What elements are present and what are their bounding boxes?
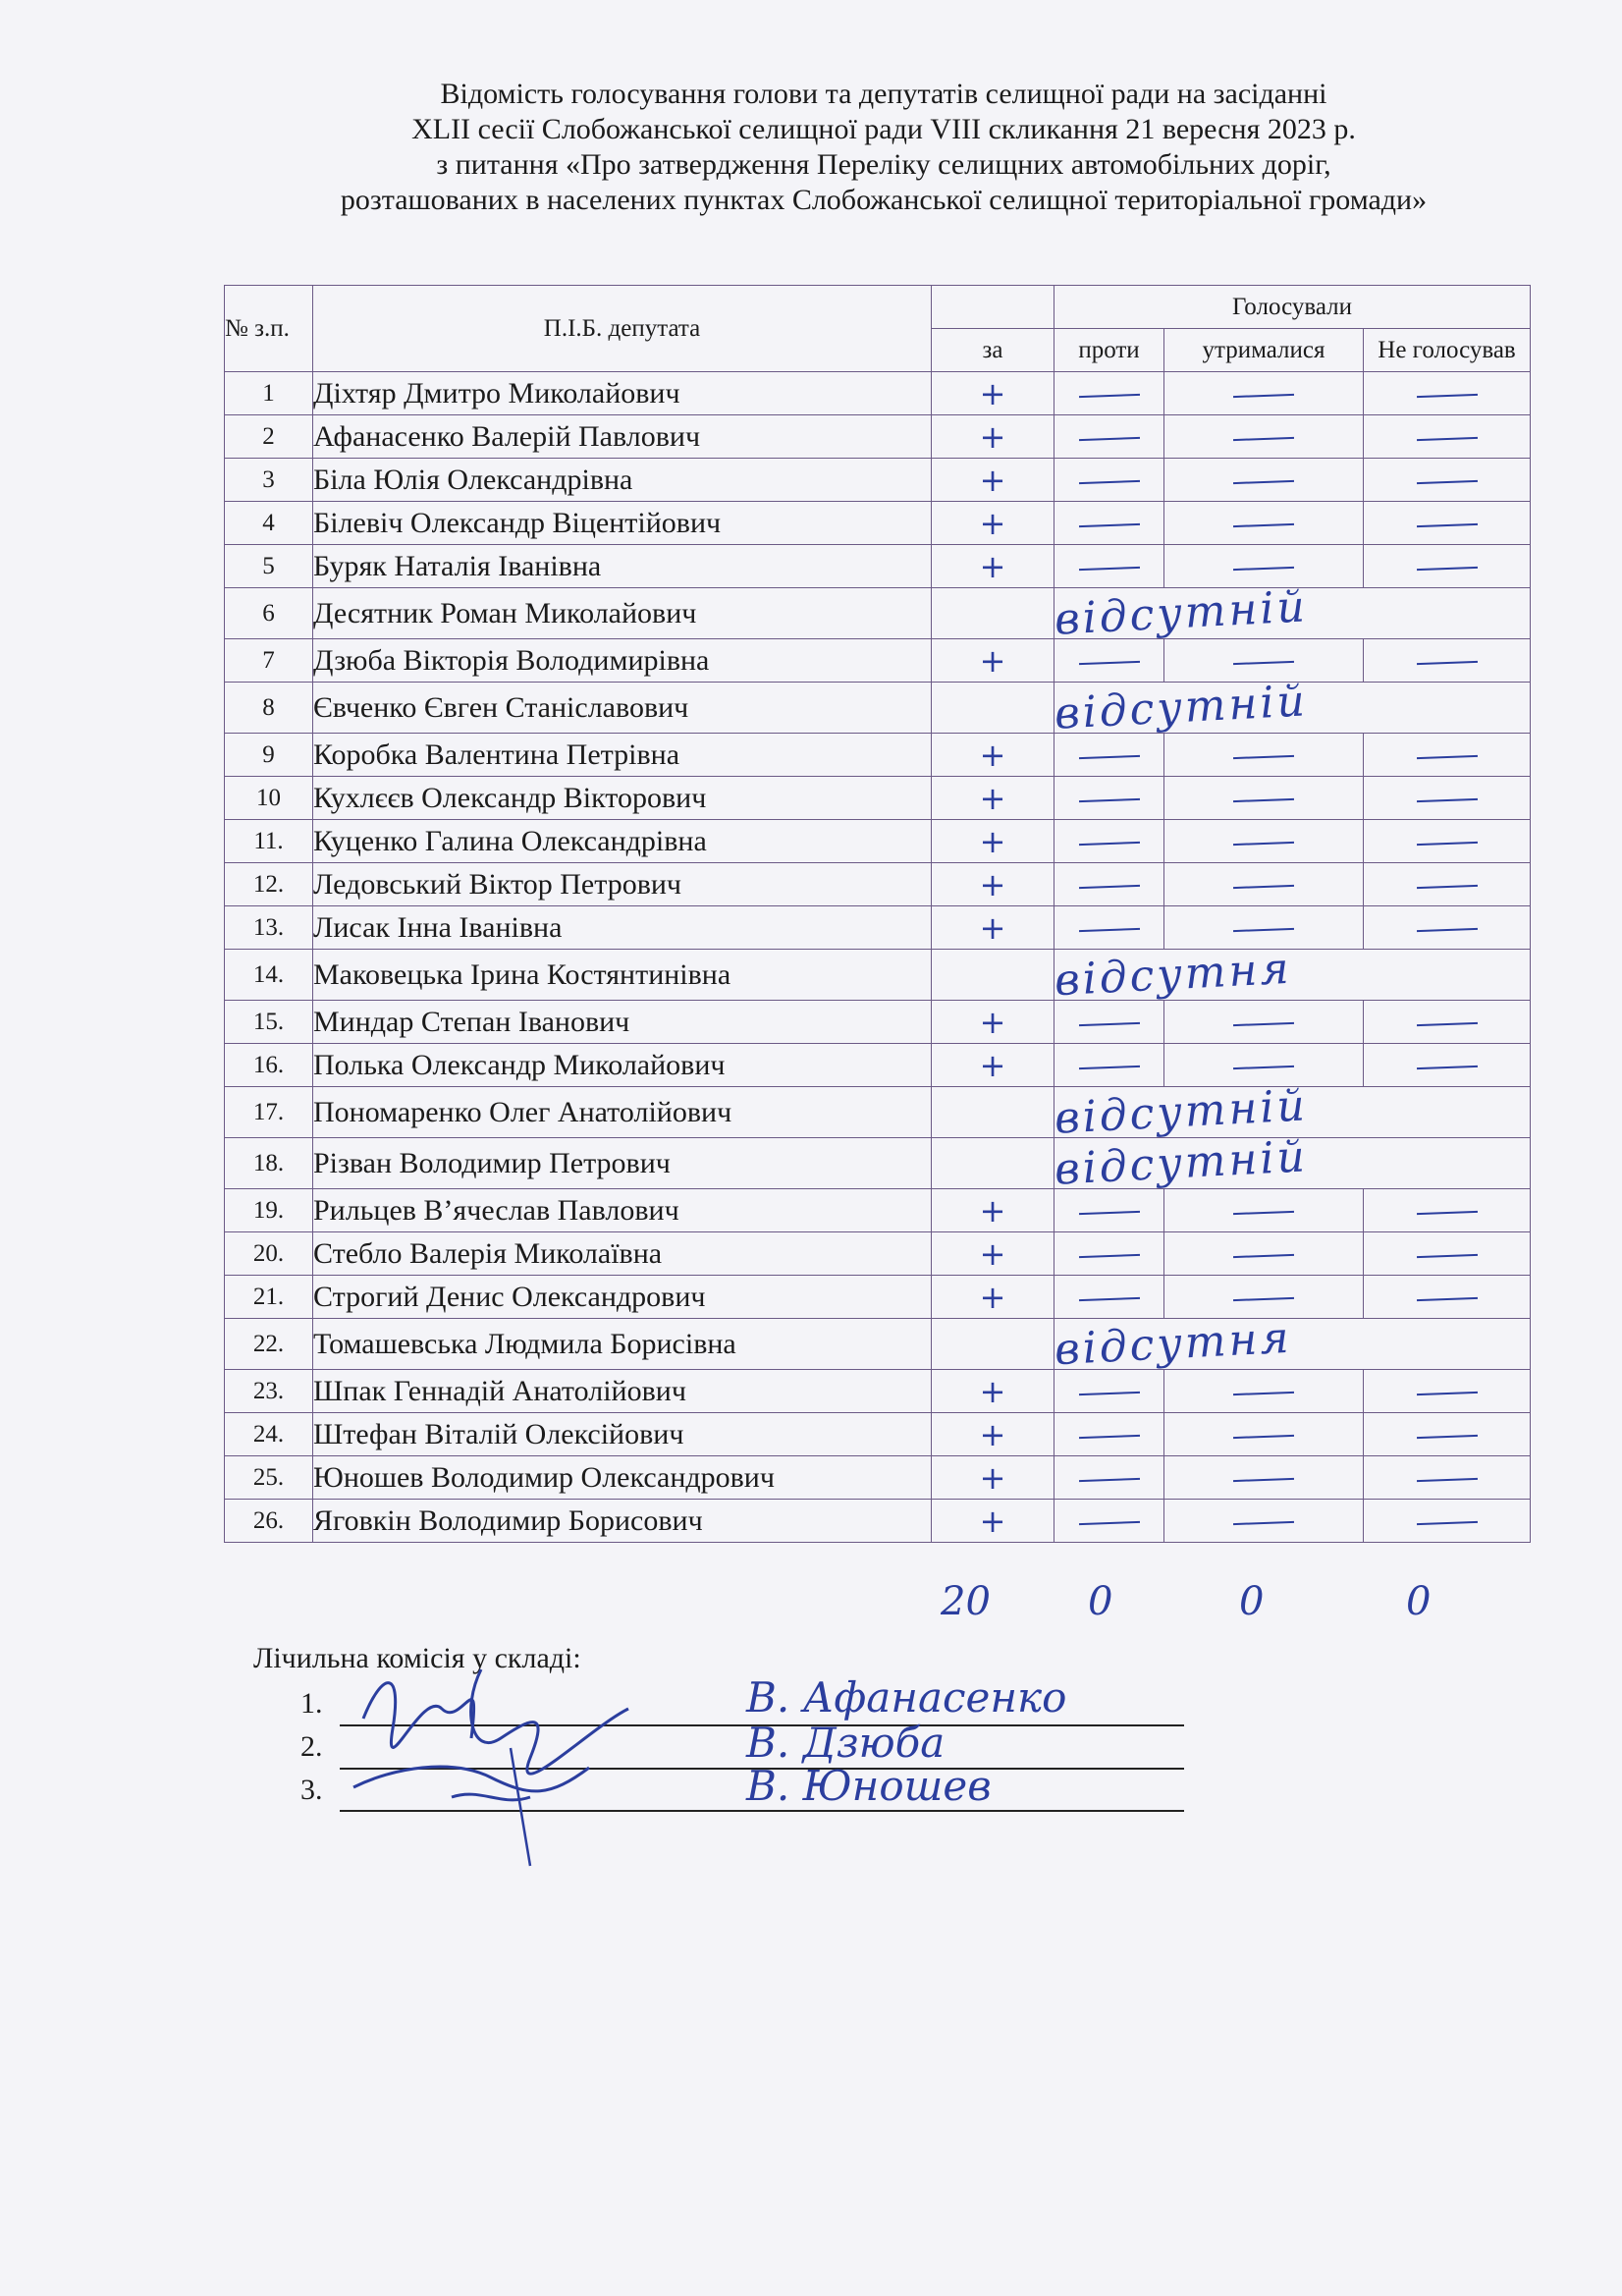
- row-number: 5: [225, 545, 313, 588]
- row-number: 14.: [225, 950, 313, 1001]
- table-row: [225, 734, 1531, 777]
- vote-abstained-cell: [1164, 459, 1364, 502]
- absent-note: відсутній: [1053, 676, 1310, 739]
- absent-cell: [1053, 1131, 1531, 1195]
- table-row: [225, 588, 1531, 639]
- vote-abstained-cell: [1164, 863, 1364, 906]
- table-row: [225, 1001, 1531, 1044]
- vote-for-mark: +: [932, 1413, 1054, 1456]
- dash-mark: [1078, 1210, 1139, 1214]
- dash-mark: [1078, 797, 1139, 801]
- vote-for-mark: +: [932, 1456, 1054, 1500]
- deputy-name: Коробка Валентина Петрівна: [313, 734, 932, 777]
- table-row: [225, 777, 1531, 820]
- row-number: 16.: [225, 1044, 313, 1087]
- table-row: [225, 639, 1531, 683]
- deputy-name: Різван Володимир Петрович: [313, 1138, 932, 1189]
- vote-for-mark: +: [932, 545, 1054, 588]
- vote-abstained-cell: [1164, 1232, 1364, 1276]
- vote-against-cell: [1054, 863, 1164, 906]
- vote-not-voted-cell: [1364, 1232, 1531, 1276]
- vote-for-cell: [932, 1087, 1054, 1138]
- deputy-name: Юношев Володимир Олександрович: [313, 1456, 932, 1500]
- dash-mark: [1416, 1520, 1477, 1524]
- row-number: 1: [225, 372, 313, 415]
- title-line-3: з питання «Про затвердження Переліку селищних автомобільних доріг,: [436, 148, 1331, 181]
- vote-against-cell: [1054, 820, 1164, 863]
- dash-mark: [1233, 1477, 1294, 1481]
- vote-abstained-cell: [1164, 372, 1364, 415]
- row-number: 24.: [225, 1413, 313, 1456]
- row-number: 20.: [225, 1232, 313, 1276]
- row-number: 19.: [225, 1189, 313, 1232]
- vote-against-cell: [1054, 372, 1164, 415]
- vote-for-mark: +: [932, 734, 1054, 777]
- vote-abstained-cell: [1164, 1189, 1364, 1232]
- vote-abstained-cell: [1164, 502, 1364, 545]
- dash-mark: [1233, 754, 1294, 758]
- title-line-1: Відомість голосування голови та депутатів селищної ради на засіданні: [440, 78, 1327, 110]
- vote-against-cell: [1054, 1500, 1164, 1543]
- row-number: 3: [225, 459, 313, 502]
- vote-against-cell: [1054, 1001, 1164, 1044]
- table-body: [225, 372, 1531, 1543]
- deputy-name: Білевіч Олександр Віцентійович: [313, 502, 932, 545]
- dash-mark: [1416, 566, 1477, 570]
- deputy-name: Строгий Денис Олександрович: [313, 1276, 932, 1319]
- deputy-name: Діхтяр Дмитро Миколайович: [313, 372, 932, 415]
- dash-mark: [1416, 522, 1477, 526]
- table-row: [225, 502, 1531, 545]
- row-number: 6: [225, 588, 313, 639]
- deputy-name: Кухлєєв Олександр Вікторович: [313, 777, 932, 820]
- dash-mark: [1233, 1021, 1294, 1025]
- row-number: 2: [225, 415, 313, 459]
- dash-mark: [1078, 1520, 1139, 1524]
- table-row: [225, 372, 1531, 415]
- vote-against-cell: [1054, 1276, 1164, 1319]
- dash-mark: [1078, 660, 1139, 664]
- table-row: [225, 906, 1531, 950]
- deputy-name: Полька Олександр Миколайович: [313, 1044, 932, 1087]
- header-name: П.І.Б. депутата: [313, 286, 932, 372]
- table-row: [225, 820, 1531, 863]
- row-number: 9: [225, 734, 313, 777]
- vote-for-mark: +: [932, 415, 1054, 459]
- dash-mark: [1078, 522, 1139, 526]
- dash-mark: [1078, 884, 1139, 888]
- dash-mark: [1416, 1391, 1477, 1394]
- total-against: 0: [1088, 1579, 1113, 1624]
- absent-cell: [1053, 676, 1531, 739]
- vote-not-voted-cell: [1364, 1456, 1531, 1500]
- deputy-name: Яговкін Володимир Борисович: [313, 1500, 932, 1543]
- vote-not-voted-cell: [1364, 820, 1531, 863]
- vote-for-mark: +: [932, 820, 1054, 863]
- row-number: 22.: [225, 1319, 313, 1370]
- dash-mark: [1233, 927, 1294, 931]
- dash-mark: [1416, 1210, 1477, 1214]
- vote-for-mark: +: [932, 1189, 1054, 1232]
- dash-mark: [1233, 566, 1294, 570]
- dash-mark: [1416, 797, 1477, 801]
- vote-not-voted-cell: [1364, 1001, 1531, 1044]
- absent-cell: [1053, 943, 1531, 1007]
- dash-mark: [1416, 1021, 1477, 1025]
- vote-for-mark: +: [932, 863, 1054, 906]
- vote-against-cell: [1054, 1370, 1164, 1413]
- total-abstained: 0: [1239, 1579, 1265, 1624]
- dash-mark: [1233, 1065, 1294, 1068]
- vote-for-mark: +: [932, 1500, 1054, 1543]
- vote-not-voted-cell: [1364, 863, 1531, 906]
- absent-note: відсутній: [1053, 1080, 1310, 1144]
- commission-label: Лічильна комісія у складі:: [253, 1642, 581, 1674]
- row-number: 15.: [225, 1001, 313, 1044]
- deputy-name: Лисак Інна Іванівна: [313, 906, 932, 950]
- absent-note: відсутня: [1053, 1312, 1293, 1376]
- row-number: 8: [225, 683, 313, 734]
- dash-mark: [1233, 393, 1294, 397]
- table-row: [225, 1319, 1531, 1370]
- dash-mark: [1233, 797, 1294, 801]
- vote-not-voted-cell: [1364, 415, 1531, 459]
- table-row: [225, 1370, 1531, 1413]
- dash-mark: [1078, 1065, 1139, 1068]
- vote-against-cell: [1054, 777, 1164, 820]
- dash-mark: [1233, 479, 1294, 483]
- dash-mark: [1233, 884, 1294, 888]
- deputy-name: Куценко Галина Олександрівна: [313, 820, 932, 863]
- absent-cell: [1053, 1312, 1531, 1376]
- vote-abstained-cell: [1164, 639, 1364, 683]
- dash-mark: [1078, 393, 1139, 397]
- dash-mark: [1233, 660, 1294, 664]
- dash-mark: [1416, 1434, 1477, 1438]
- vote-for-cell: [932, 588, 1054, 639]
- vote-against-cell: [1054, 906, 1164, 950]
- vote-against-cell: [1054, 639, 1164, 683]
- header-voted: Голосували: [1054, 286, 1531, 329]
- dash-mark: [1416, 479, 1477, 483]
- deputy-name: Ледовський Віктор Петрович: [313, 863, 932, 906]
- dash-mark: [1416, 1065, 1477, 1068]
- absent-note: відсутня: [1053, 943, 1293, 1007]
- dash-mark: [1233, 522, 1294, 526]
- vote-not-voted-cell: [1364, 1189, 1531, 1232]
- vote-not-voted-cell: [1364, 1413, 1531, 1456]
- header-not-voted: Не голосував: [1364, 329, 1531, 372]
- vote-not-voted-cell: [1364, 1044, 1531, 1087]
- dash-mark: [1416, 1296, 1477, 1300]
- vote-abstained-cell: [1164, 1001, 1364, 1044]
- row-number: 13.: [225, 906, 313, 950]
- title-line-4: розташованих в населених пунктах Слобожанської селищної територіальної громади»: [340, 184, 1428, 216]
- vote-for-mark: +: [932, 906, 1054, 950]
- row-number: 12.: [225, 863, 313, 906]
- row-number: 21.: [225, 1276, 313, 1319]
- absent-note: відсутній: [1053, 1131, 1310, 1195]
- commission-member-number: 3.: [300, 1774, 323, 1806]
- deputy-name: Стебло Валерія Миколаївна: [313, 1232, 932, 1276]
- vote-not-voted-cell: [1364, 1370, 1531, 1413]
- dash-mark: [1078, 1391, 1139, 1394]
- table-row: [225, 1500, 1531, 1543]
- vote-for-mark: +: [932, 777, 1054, 820]
- row-number: 10: [225, 777, 313, 820]
- vote-against-cell: [1054, 545, 1164, 588]
- dash-mark: [1078, 754, 1139, 758]
- vote-abstained-cell: [1164, 777, 1364, 820]
- dash-mark: [1078, 1296, 1139, 1300]
- deputy-name: Пономаренко Олег Анатолійович: [313, 1087, 932, 1138]
- vote-for-cell: [932, 1138, 1054, 1189]
- table-row: [225, 1138, 1531, 1189]
- dash-mark: [1416, 927, 1477, 931]
- vote-against-cell: [1054, 415, 1164, 459]
- table-row: [225, 1087, 1531, 1138]
- table-row: [225, 1413, 1531, 1456]
- table-row: [225, 1276, 1531, 1319]
- dash-mark: [1233, 841, 1294, 845]
- vote-for-mark: +: [932, 1044, 1054, 1087]
- dash-mark: [1078, 1253, 1139, 1257]
- row-number: 7: [225, 639, 313, 683]
- table-row: [225, 1232, 1531, 1276]
- deputy-name: Біла Юлія Олександрівна: [313, 459, 932, 502]
- table-row: [225, 415, 1531, 459]
- deputy-name: Буряк Наталія Іванівна: [313, 545, 932, 588]
- dash-mark: [1078, 1434, 1139, 1438]
- absent-cell: [1053, 581, 1531, 645]
- vote-for-mark: +: [932, 1232, 1054, 1276]
- vote-against-cell: [1054, 459, 1164, 502]
- commission-member-name: В. Афанасенко: [746, 1673, 1067, 1722]
- dash-mark: [1416, 660, 1477, 664]
- table-row: [225, 1044, 1531, 1087]
- vote-for-cell: [932, 683, 1054, 734]
- dash-mark: [1416, 754, 1477, 758]
- header-abstained: утрималися: [1164, 329, 1364, 372]
- vote-for-mark: +: [932, 372, 1054, 415]
- deputy-name: Штефан Віталій Олексійович: [313, 1413, 932, 1456]
- commission-member-number: 2.: [300, 1730, 323, 1763]
- row-number: 23.: [225, 1370, 313, 1413]
- dash-mark: [1416, 1253, 1477, 1257]
- table-row: [225, 1456, 1531, 1500]
- table-row: [225, 1189, 1531, 1232]
- commission-member-name: В. Дзюба: [746, 1719, 946, 1767]
- vote-for-cell: [932, 950, 1054, 1001]
- deputy-name: Томашевська Людмила Борисівна: [313, 1319, 932, 1370]
- vote-for-mark: +: [932, 1370, 1054, 1413]
- dash-mark: [1078, 1021, 1139, 1025]
- dash-mark: [1078, 566, 1139, 570]
- dash-mark: [1416, 884, 1477, 888]
- vote-abstained-cell: [1164, 1370, 1364, 1413]
- dash-mark: [1233, 1296, 1294, 1300]
- dash-mark: [1078, 927, 1139, 931]
- dash-mark: [1233, 1253, 1294, 1257]
- vote-not-voted-cell: [1364, 1276, 1531, 1319]
- absent-note: відсутній: [1053, 581, 1310, 645]
- document-title: [196, 77, 1571, 218]
- vote-abstained-cell: [1164, 1044, 1364, 1087]
- row-number: 17.: [225, 1087, 313, 1138]
- total-for: 20: [941, 1579, 991, 1624]
- row-number: 18.: [225, 1138, 313, 1189]
- dash-mark: [1416, 841, 1477, 845]
- deputy-name: Рильцев В’ячеслав Павлович: [313, 1189, 932, 1232]
- commission-member-number: 1.: [300, 1687, 323, 1720]
- vote-not-voted-cell: [1364, 372, 1531, 415]
- signatures-scribble: [334, 1650, 727, 1886]
- deputy-name: Шпак Геннадій Анатолійович: [313, 1370, 932, 1413]
- dash-mark: [1416, 393, 1477, 397]
- deputy-name: Євченко Євген Станіславович: [313, 683, 932, 734]
- dash-mark: [1233, 1210, 1294, 1214]
- deputy-name: Дзюба Вікторія Володимирівна: [313, 639, 932, 683]
- dash-mark: [1078, 1477, 1139, 1481]
- dash-mark: [1233, 1434, 1294, 1438]
- vote-not-voted-cell: [1364, 734, 1531, 777]
- vote-not-voted-cell: [1364, 1500, 1531, 1543]
- row-number: 4: [225, 502, 313, 545]
- vote-not-voted-cell: [1364, 639, 1531, 683]
- vote-abstained-cell: [1164, 1276, 1364, 1319]
- absent-cell: [1053, 1080, 1531, 1144]
- vote-for-mark: +: [932, 459, 1054, 502]
- row-number: 26.: [225, 1500, 313, 1543]
- vote-not-voted-cell: [1364, 545, 1531, 588]
- title-line-2: XLII сесії Слобожанської селищної ради VIII скликання 21 вересня 2023 р.: [411, 113, 1356, 145]
- vote-not-voted-cell: [1364, 777, 1531, 820]
- vote-abstained-cell: [1164, 906, 1364, 950]
- table-row: [225, 863, 1531, 906]
- vote-against-cell: [1054, 1456, 1164, 1500]
- vote-abstained-cell: [1164, 1413, 1364, 1456]
- vote-abstained-cell: [1164, 1500, 1364, 1543]
- dash-mark: [1078, 841, 1139, 845]
- total-not-voted: 0: [1406, 1579, 1432, 1624]
- dash-mark: [1078, 479, 1139, 483]
- dash-mark: [1233, 1391, 1294, 1394]
- header-against: проти: [1054, 329, 1164, 372]
- vote-abstained-cell: [1164, 415, 1364, 459]
- dash-mark: [1233, 436, 1294, 440]
- vote-for-mark: +: [932, 639, 1054, 683]
- vote-not-voted-cell: [1364, 459, 1531, 502]
- header-empty: [932, 286, 1054, 329]
- vote-for-mark: +: [932, 1276, 1054, 1319]
- row-number: 11.: [225, 820, 313, 863]
- header-for: за: [932, 329, 1054, 372]
- deputy-name: Афанасенко Валерій Павлович: [313, 415, 932, 459]
- vote-against-cell: [1054, 1044, 1164, 1087]
- deputy-name: Маковецька Ірина Костянтинівна: [313, 950, 932, 1001]
- table-row: [225, 545, 1531, 588]
- vote-abstained-cell: [1164, 1456, 1364, 1500]
- vote-against-cell: [1054, 502, 1164, 545]
- vote-abstained-cell: [1164, 734, 1364, 777]
- vote-against-cell: [1054, 734, 1164, 777]
- vote-abstained-cell: [1164, 820, 1364, 863]
- commission-member-name: В. Юношев: [746, 1762, 992, 1810]
- vote-against-cell: [1054, 1189, 1164, 1232]
- table-row: [225, 683, 1531, 734]
- dash-mark: [1416, 1477, 1477, 1481]
- vote-not-voted-cell: [1364, 906, 1531, 950]
- vote-against-cell: [1054, 1413, 1164, 1456]
- vote-for-cell: [932, 1319, 1054, 1370]
- vote-against-cell: [1054, 1232, 1164, 1276]
- header-number: № з.п.: [225, 286, 313, 372]
- voting-table: [224, 285, 1531, 1543]
- row-number: 25.: [225, 1456, 313, 1500]
- vote-abstained-cell: [1164, 545, 1364, 588]
- deputy-name: Десятник Роман Миколайович: [313, 588, 932, 639]
- deputy-name: Миндар Степан Іванович: [313, 1001, 932, 1044]
- vote-not-voted-cell: [1364, 502, 1531, 545]
- dash-mark: [1233, 1520, 1294, 1524]
- dash-mark: [1416, 436, 1477, 440]
- vote-for-mark: +: [932, 502, 1054, 545]
- dash-mark: [1078, 436, 1139, 440]
- table-row: [225, 950, 1531, 1001]
- table-row: [225, 459, 1531, 502]
- vote-for-mark: +: [932, 1001, 1054, 1044]
